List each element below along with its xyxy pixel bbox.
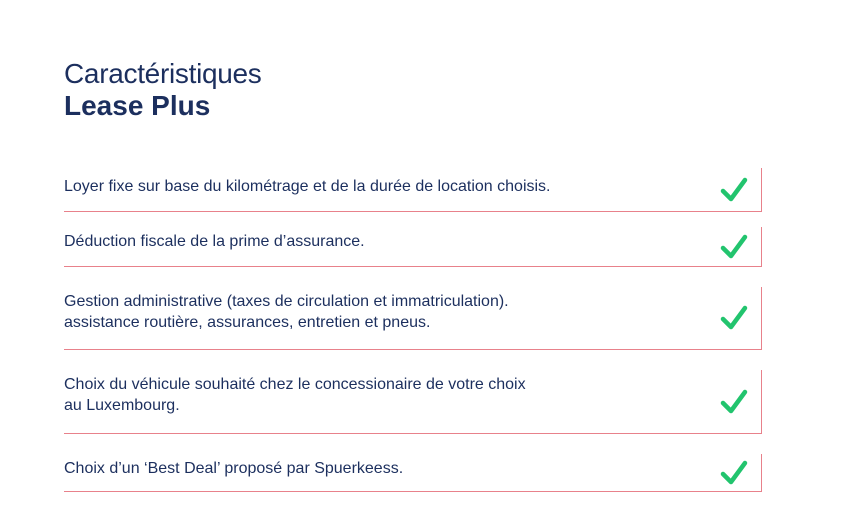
page-header bbox=[64, 58, 262, 122]
check-icon bbox=[719, 303, 749, 333]
feature-text: Déduction fiscale de la prime d’assurance. bbox=[64, 233, 365, 250]
feature-list bbox=[64, 168, 762, 492]
feature-text bbox=[64, 370, 691, 416]
feature-text-line: Choix du véhicule souhaité chez le concessionaire de votre choix bbox=[64, 376, 526, 393]
feature-row bbox=[64, 454, 762, 492]
feature-row bbox=[64, 287, 762, 350]
check-icon bbox=[719, 232, 749, 262]
feature-row bbox=[64, 227, 762, 267]
check-icon bbox=[719, 175, 749, 205]
feature-text: Choix d’un ‘Best Deal’ proposé par Spuerkeess. bbox=[64, 460, 404, 477]
page-subtitle: Lease Plus bbox=[64, 90, 211, 121]
feature-row bbox=[64, 370, 762, 434]
feature-text: Loyer fixe sur base du kilométrage et de la durée de location choisis. bbox=[64, 178, 551, 195]
page-title: Caractéristiques bbox=[64, 58, 262, 89]
feature-text bbox=[64, 287, 691, 333]
feature-text-line: assistance routière, assurances, entretien et pneus. bbox=[64, 314, 431, 331]
check-icon bbox=[719, 387, 749, 417]
feature-row bbox=[64, 168, 762, 212]
feature-text-line: au Luxembourg. bbox=[64, 397, 180, 414]
check-icon bbox=[719, 458, 749, 488]
feature-text-line: Gestion administrative (taxes de circulation et immatriculation). bbox=[64, 293, 509, 310]
